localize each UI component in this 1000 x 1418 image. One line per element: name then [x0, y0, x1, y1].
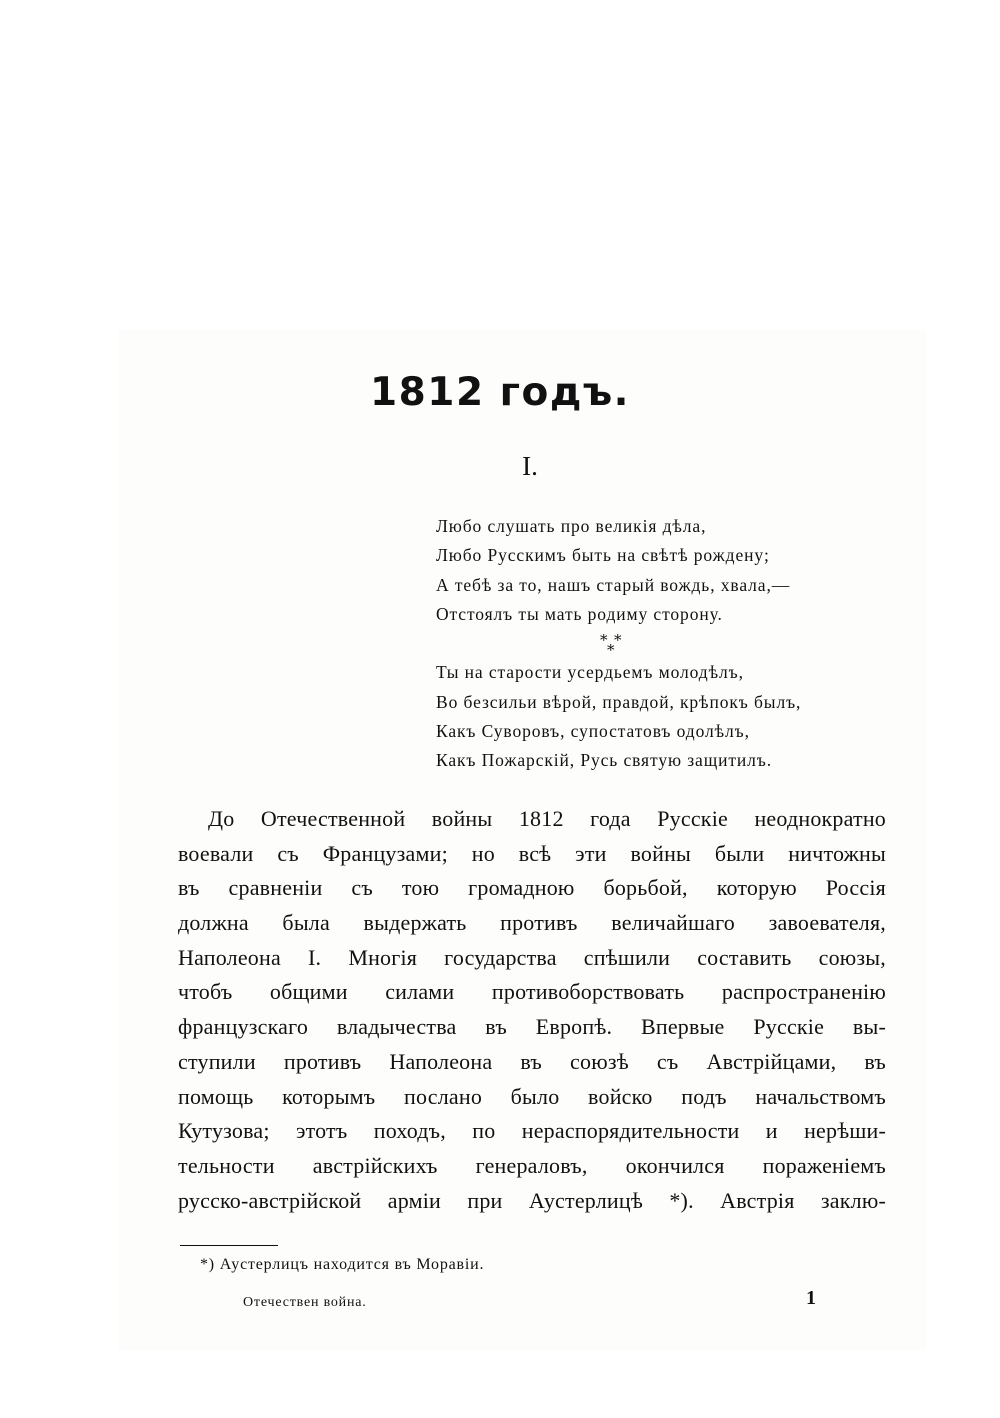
verse-line: Какъ Суворовъ, супостатовъ одолѣлъ,	[436, 721, 750, 742]
paragraph-line: русско-австрійской арміи при Аустерлицѣ *). Австрія заклю-	[178, 1187, 886, 1213]
body-paragraph	[178, 802, 886, 1218]
paragraph-line: ступили противъ Наполеона въ союзѣ съ Австрійцами, въ	[178, 1048, 886, 1074]
paragraph-line: Наполеона I. Многія государства спѣшили составить союзы,	[178, 944, 886, 970]
verse-line: Какъ Пожарскій, Русь святую защитилъ.	[436, 750, 773, 771]
verse-line: Ты на старости усердьемъ молодѣлъ,	[436, 662, 744, 683]
chapter-number: I.	[522, 451, 538, 481]
paragraph-line: До Отечественной войны 1812 года Русскіе неоднократно	[208, 806, 886, 831]
paragraph-line: должна была выдержать противъ величайшаго завоевателя,	[178, 910, 886, 936]
paragraph-line: Кутузова; этотъ походъ, по нераспорядительности и нерѣши-	[178, 1118, 886, 1144]
paragraph-line: тельности австрійскихъ генераловъ, окончился пораженіемъ	[178, 1152, 886, 1178]
verse-line: Любо Русскимъ быть на свѣтѣ рожденy;	[436, 545, 770, 566]
paragraph-line: въ сравненіи съ тою громадною борьбой, которую Россія	[178, 875, 886, 901]
signature-mark: Отечествен война.	[243, 1295, 367, 1310]
footnote: *) Аустерлицъ находится въ Моравіи.	[200, 1256, 485, 1273]
paragraph-line: воевали съ Французами; но всѣ эти войны были ничтожны	[178, 840, 886, 866]
verse-line: Во безсильи вѣрой, правдой, крѣпокъ былъ,	[436, 691, 802, 712]
page-title: 1812 годъ.	[370, 370, 630, 415]
paragraph-line: помощь которымъ послано было войско подъ начальствомъ	[178, 1083, 886, 1109]
asterism-star: *	[614, 631, 623, 650]
verse-line: Отстоялъ ты мать родиму сторону.	[436, 603, 723, 624]
asterism-star: *	[600, 631, 609, 650]
asterism-divider	[596, 629, 636, 658]
paragraph-line: чтобъ общими силами противоборствовать распространенію	[178, 979, 886, 1005]
verse-line: Любо слушать про великія дѣла,	[436, 516, 707, 536]
epigraph	[436, 512, 896, 776]
verse-line: А тебѣ за то, нашъ старый вождь, хвала,—	[436, 574, 791, 595]
asterism-star: *	[607, 641, 616, 660]
page-number: 1	[806, 1287, 816, 1309]
footnote-divider	[180, 1245, 278, 1246]
paragraph-line: французскаго владычества въ Европѣ. Впервые Русскіе вы-	[178, 1014, 886, 1040]
